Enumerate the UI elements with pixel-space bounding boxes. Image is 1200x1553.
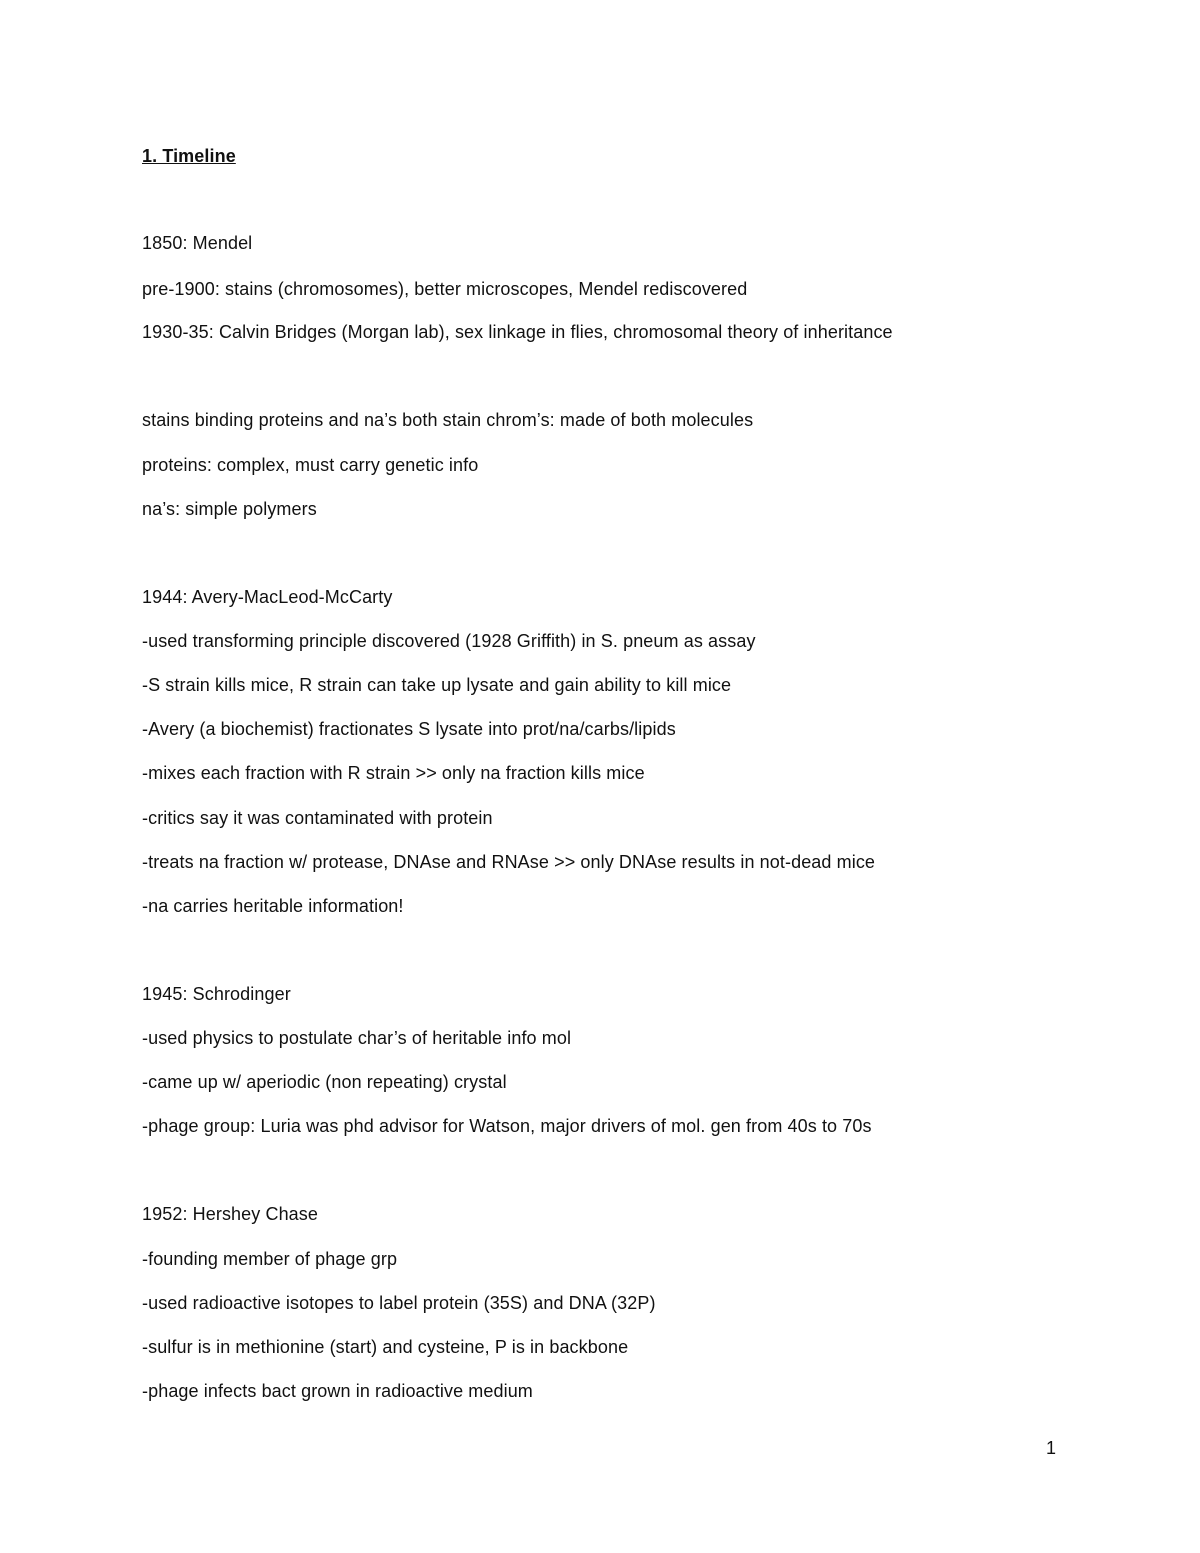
- text-line: na’s: simple polymers: [142, 499, 317, 519]
- text-line: -Avery (a biochemist) fractionates S lysate into prot/na/carbs/lipids: [142, 719, 676, 739]
- text-line: -phage group: Luria was phd advisor for Watson, major drivers of mol. gen from 40s to 70s: [142, 1116, 872, 1136]
- text-line: 1952: Hershey Chase: [142, 1204, 319, 1224]
- text-line: 1945: Schrodinger: [142, 984, 291, 1004]
- text-line: -phage infects bact grown in radioactive medium: [142, 1381, 533, 1401]
- text-line: -used radioactive isotopes to label protein (35S) and DNA (32P): [142, 1293, 656, 1313]
- text-line: -used physics to postulate char’s of heritable info mol: [142, 1028, 572, 1048]
- text-line: -na carries heritable information!: [142, 896, 404, 916]
- text-line: -treats na fraction w/ protease, DNAse and RNAse >> only DNAse results in not-dead mice: [142, 852, 876, 872]
- text-line: -sulfur is in methionine (start) and cysteine, P is in backbone: [142, 1337, 629, 1357]
- text-line: -founding member of phage grp: [142, 1249, 398, 1269]
- section-heading: 1. Timeline: [142, 146, 236, 166]
- page-number: 1: [1046, 1438, 1057, 1458]
- text-line: stains binding proteins and na’s both stain chrom’s: made of both molecules: [142, 410, 754, 430]
- text-line: 1850: Mendel: [142, 233, 253, 253]
- text-line: -S strain kills mice, R strain can take up lysate and gain ability to kill mice: [142, 675, 732, 695]
- text-line: -used transforming principle discovered (1928 Griffith) in S. pneum as assay: [142, 631, 756, 651]
- text-line: 1930-35: Calvin Bridges (Morgan lab), sex linkage in flies, chromosomal theory of inheritance: [142, 322, 893, 342]
- text-line: 1944: Avery-MacLeod-McCarty: [142, 587, 393, 607]
- text-line: proteins: complex, must carry genetic info: [142, 455, 479, 475]
- text-line: pre-1900: stains (chromosomes), better microscopes, Mendel rediscovered: [142, 279, 748, 299]
- text-line: -came up w/ aperiodic (non repeating) crystal: [142, 1072, 507, 1092]
- text-line: -critics say it was contaminated with protein: [142, 808, 493, 828]
- text-line: -mixes each fraction with R strain >> only na fraction kills mice: [142, 763, 645, 783]
